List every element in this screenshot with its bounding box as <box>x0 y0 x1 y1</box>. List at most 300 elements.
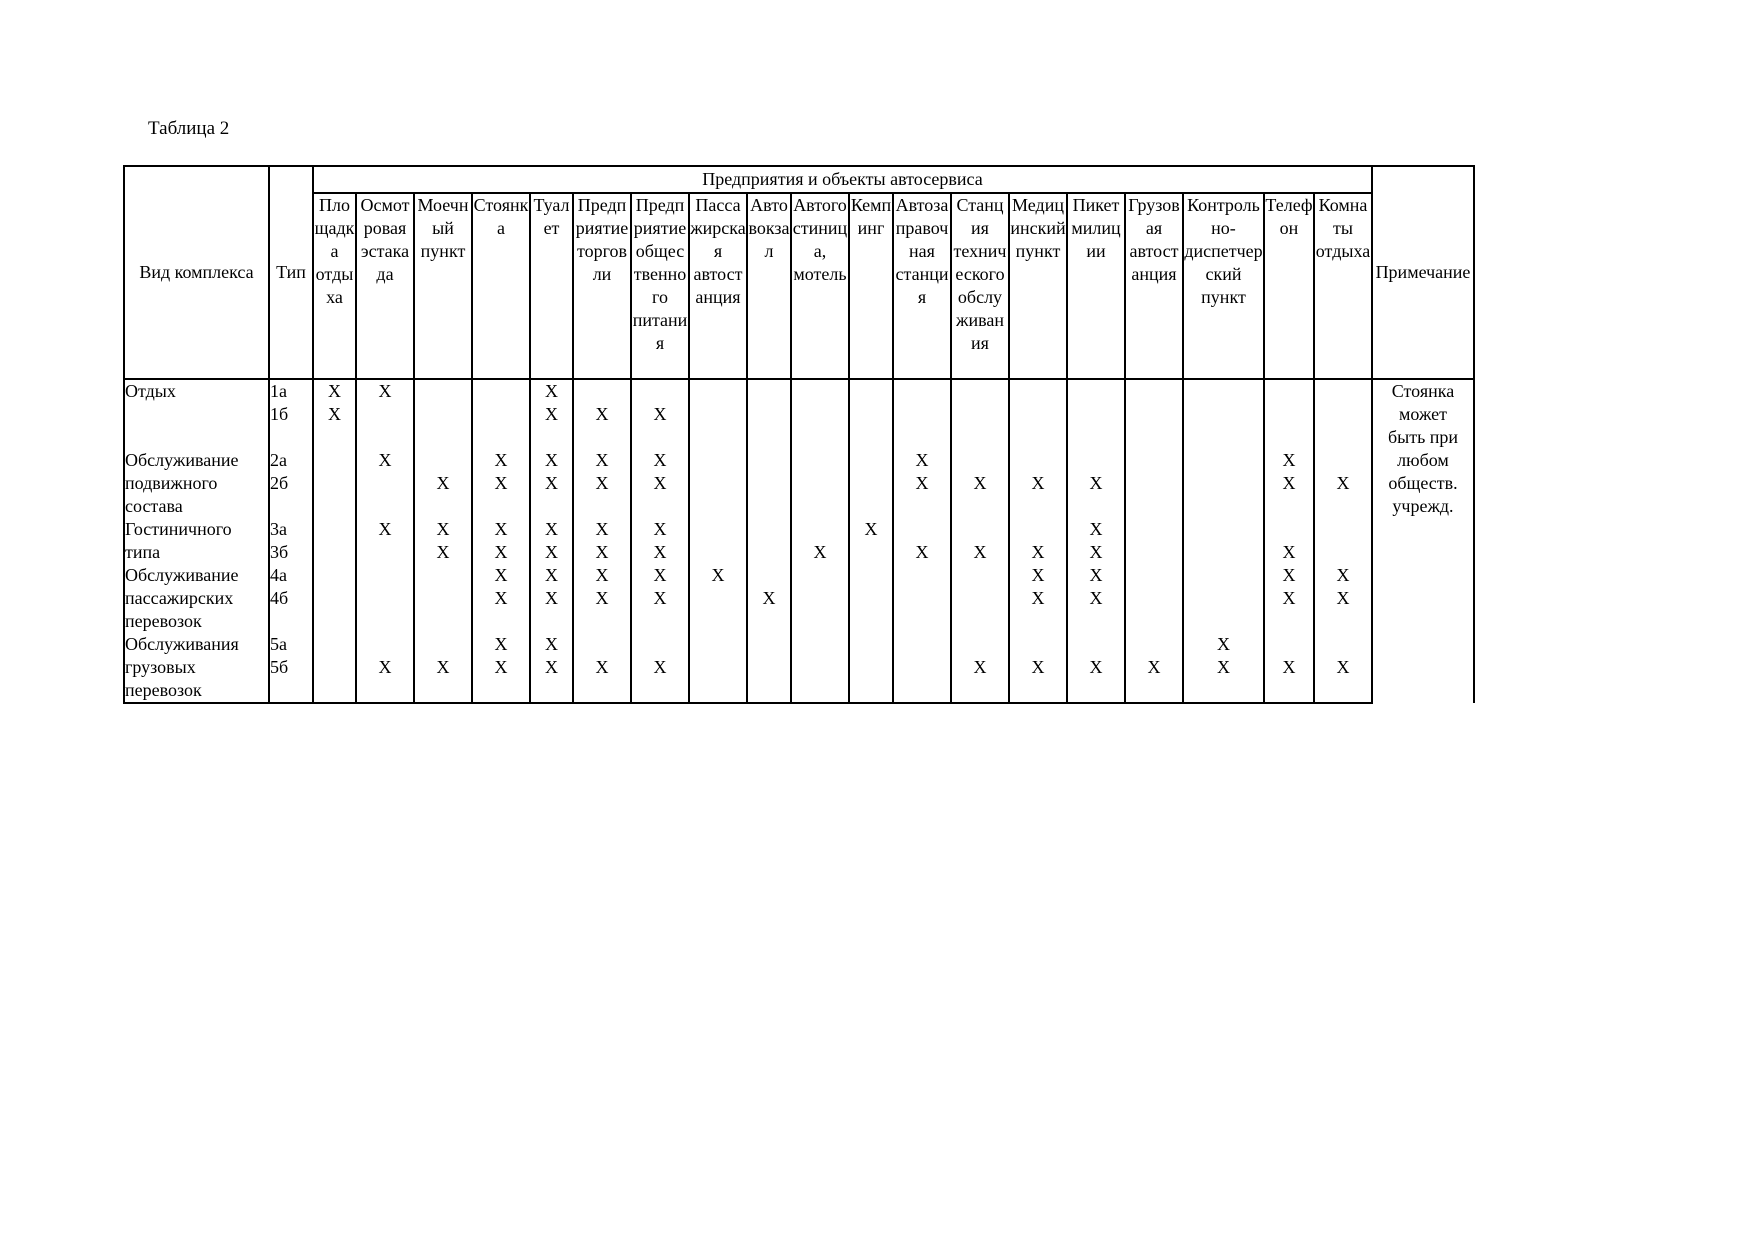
mark <box>748 656 790 679</box>
column-header: Автозаправочная станция <box>893 193 951 379</box>
mark: Х <box>595 588 609 608</box>
mark: Х <box>436 473 450 493</box>
mark-cell <box>893 379 951 449</box>
mark <box>1126 449 1182 472</box>
mark <box>1315 495 1371 518</box>
mark <box>894 587 950 610</box>
mark: Х <box>545 473 558 493</box>
mark-cell <box>1264 518 1314 564</box>
mark <box>1010 495 1066 518</box>
mark <box>952 495 1008 518</box>
mark-cell <box>1183 379 1264 449</box>
mark <box>1315 518 1371 541</box>
mark <box>1315 633 1371 656</box>
mark-cell <box>313 564 356 633</box>
mark: Х <box>653 542 667 562</box>
mark-cell <box>472 564 530 633</box>
mark-cell <box>893 564 951 633</box>
column-header: Грузовая автостанция <box>1125 193 1183 379</box>
mark <box>473 610 529 633</box>
mark-cell <box>530 518 573 564</box>
mark <box>1265 380 1313 403</box>
mark-cell <box>1009 449 1067 518</box>
mark: Х <box>1282 588 1296 608</box>
column-header: Моечный пункт <box>414 193 472 379</box>
mark: Х <box>545 542 558 562</box>
mark <box>632 633 688 656</box>
mark <box>357 426 413 449</box>
complex-kind-line: Обслуживание <box>125 565 239 585</box>
mark <box>748 403 790 426</box>
mark-cell <box>1067 518 1125 564</box>
mark <box>1184 518 1263 541</box>
mark <box>850 587 892 610</box>
mark-cell <box>1314 564 1372 633</box>
mark <box>792 472 848 495</box>
mark: Х <box>545 634 558 654</box>
autoservice-table <box>123 165 1475 704</box>
mark: Х <box>1336 588 1350 608</box>
mark <box>1126 564 1182 587</box>
mark <box>690 495 746 518</box>
mark-cell <box>414 379 472 449</box>
mark: Х <box>1089 588 1103 608</box>
complex-type-line <box>270 610 312 633</box>
mark: Х <box>1031 657 1045 677</box>
mark-cell <box>472 518 530 564</box>
mark <box>1315 610 1371 633</box>
note-line: быть при <box>1387 427 1459 447</box>
mark-cell <box>573 518 631 564</box>
mark-cell <box>631 633 689 703</box>
mark <box>952 564 1008 587</box>
mark <box>748 610 790 633</box>
column-header: Пассажирская автостанция <box>689 193 747 379</box>
mark <box>850 403 892 426</box>
mark <box>690 541 746 564</box>
mark-cell <box>747 564 791 633</box>
mark <box>952 610 1008 633</box>
mark <box>632 679 688 702</box>
mark: Х <box>1217 657 1230 677</box>
table-row <box>124 564 1474 633</box>
mark: Х <box>1282 657 1296 677</box>
mark <box>894 610 950 633</box>
mark-cell <box>1067 564 1125 633</box>
mark <box>357 587 413 610</box>
mark <box>1184 449 1263 472</box>
table-row <box>124 449 1474 518</box>
mark: Х <box>1089 542 1103 562</box>
complex-type-line: 2а <box>270 450 287 470</box>
complex-type-line: 1а <box>270 381 287 401</box>
mark <box>314 633 355 656</box>
mark <box>574 380 630 403</box>
mark-cell <box>951 379 1009 449</box>
mark <box>1126 587 1182 610</box>
mark: Х <box>378 381 392 401</box>
mark: Х <box>1089 519 1103 539</box>
mark-cell <box>414 518 472 564</box>
mark <box>748 472 790 495</box>
complex-kind-cell <box>124 449 269 518</box>
mark <box>1010 610 1066 633</box>
mark <box>894 564 950 587</box>
mark: Х <box>545 565 558 585</box>
mark: Х <box>813 542 827 562</box>
mark <box>1068 610 1124 633</box>
mark: Х <box>545 519 558 539</box>
mark <box>1315 403 1371 426</box>
mark-cell <box>573 449 631 518</box>
mark <box>690 633 746 656</box>
mark <box>690 403 746 426</box>
mark <box>1126 426 1182 449</box>
note-line: учрежд. <box>1392 496 1454 516</box>
mark: Х <box>653 588 667 608</box>
mark-cell <box>791 633 849 703</box>
mark: Х <box>653 473 667 493</box>
mark: Х <box>973 542 987 562</box>
mark: Х <box>973 657 987 677</box>
mark <box>792 380 848 403</box>
mark: Х <box>328 381 341 401</box>
mark <box>357 610 413 633</box>
mark-cell <box>356 379 414 449</box>
mark <box>1068 426 1124 449</box>
mark <box>748 426 790 449</box>
mark: Х <box>494 588 508 608</box>
mark <box>690 518 746 541</box>
mark-cell <box>1183 449 1264 518</box>
mark: Х <box>973 473 987 493</box>
complex-type-cell <box>269 379 313 449</box>
mark: Х <box>711 565 725 585</box>
mark <box>792 403 848 426</box>
mark <box>415 403 471 426</box>
mark <box>1068 495 1124 518</box>
mark <box>1265 426 1313 449</box>
header-type: Тип <box>269 166 313 379</box>
mark <box>792 426 848 449</box>
mark <box>1068 380 1124 403</box>
column-header: Телефон <box>1264 193 1314 379</box>
mark <box>1315 541 1371 564</box>
mark <box>1126 679 1182 702</box>
mark <box>357 472 413 495</box>
mark-cell <box>313 449 356 518</box>
mark <box>748 679 790 702</box>
table-row <box>124 379 1474 449</box>
mark-cell <box>472 449 530 518</box>
mark <box>531 426 572 449</box>
mark-cell <box>631 564 689 633</box>
mark <box>473 380 529 403</box>
mark <box>748 633 790 656</box>
mark <box>1068 449 1124 472</box>
mark <box>1184 610 1263 633</box>
mark <box>314 541 355 564</box>
mark: Х <box>595 565 609 585</box>
mark <box>357 564 413 587</box>
mark <box>690 679 746 702</box>
mark <box>1010 679 1066 702</box>
mark-cell <box>849 564 893 633</box>
mark: Х <box>494 657 508 677</box>
complex-type-line <box>270 679 312 702</box>
header-note: Примечание <box>1372 166 1474 379</box>
complex-kind-line: типа <box>125 542 161 562</box>
mark-cell <box>530 633 573 703</box>
mark: Х <box>494 542 508 562</box>
complex-kind-line <box>125 426 268 449</box>
mark <box>314 587 355 610</box>
table-caption: Таблица 2 <box>148 118 230 139</box>
mark-cell <box>1009 518 1067 564</box>
mark-cell <box>747 518 791 564</box>
column-header: Предприятие торговли <box>573 193 631 379</box>
mark <box>952 633 1008 656</box>
mark-cell <box>689 564 747 633</box>
mark <box>792 633 848 656</box>
mark-cell <box>573 564 631 633</box>
mark-cell <box>313 633 356 703</box>
mark <box>850 541 892 564</box>
mark <box>1184 380 1263 403</box>
mark: Х <box>494 473 508 493</box>
complex-kind-line: подвижного <box>125 473 218 493</box>
mark <box>1010 403 1066 426</box>
mark: Х <box>653 519 667 539</box>
complex-type-cell <box>269 633 313 703</box>
mark-cell <box>313 518 356 564</box>
complex-kind-line <box>125 403 268 426</box>
header-group-autoservice: Предприятия и объекты автосервиса <box>313 166 1372 193</box>
mark-cell <box>1125 449 1183 518</box>
mark-cell <box>1314 633 1372 703</box>
mark-cell <box>1183 564 1264 633</box>
mark <box>531 495 572 518</box>
complex-type-line: 3б <box>270 542 289 562</box>
mark <box>415 679 471 702</box>
mark <box>690 380 746 403</box>
mark-cell <box>747 379 791 449</box>
mark-cell <box>1183 633 1264 703</box>
mark <box>690 587 746 610</box>
complex-kind-line: перевозок <box>125 680 202 700</box>
mark <box>1265 495 1313 518</box>
mark <box>748 564 790 587</box>
mark <box>850 472 892 495</box>
mark <box>415 449 471 472</box>
mark <box>1126 472 1182 495</box>
mark <box>1184 426 1263 449</box>
mark: Х <box>545 588 558 608</box>
mark: Х <box>378 450 392 470</box>
mark-cell <box>631 379 689 449</box>
mark-cell <box>1125 633 1183 703</box>
complex-type-line: 3а <box>270 519 287 539</box>
mark <box>1184 541 1263 564</box>
mark <box>314 679 355 702</box>
mark-cell <box>1067 449 1125 518</box>
note-line: Стоянка <box>1391 381 1455 401</box>
mark-cell <box>849 633 893 703</box>
mark <box>574 610 630 633</box>
table-row <box>124 633 1474 703</box>
complex-kind-line: грузовых <box>125 657 196 677</box>
mark-cell <box>849 449 893 518</box>
mark <box>415 587 471 610</box>
mark-cell <box>747 449 791 518</box>
mark <box>473 495 529 518</box>
complex-kind-cell <box>124 564 269 633</box>
mark <box>850 564 892 587</box>
mark: Х <box>378 519 392 539</box>
mark-cell <box>1264 379 1314 449</box>
column-header: Стоянка <box>472 193 530 379</box>
mark: Х <box>1089 565 1103 585</box>
mark <box>415 495 471 518</box>
mark-cell <box>414 449 472 518</box>
mark: Х <box>595 473 609 493</box>
mark-cell <box>893 518 951 564</box>
mark-cell <box>791 518 849 564</box>
mark-cell <box>791 449 849 518</box>
mark-cell <box>631 518 689 564</box>
mark-cell <box>1264 633 1314 703</box>
complex-kind-line: Обслуживание <box>125 450 239 470</box>
mark-cell <box>1314 518 1372 564</box>
mark: Х <box>762 588 776 608</box>
note-cell <box>1372 379 1474 703</box>
mark <box>632 380 688 403</box>
mark: Х <box>1031 473 1045 493</box>
mark-cell <box>631 449 689 518</box>
mark <box>574 495 630 518</box>
mark-cell <box>893 449 951 518</box>
complex-kind-cell <box>124 518 269 564</box>
mark <box>952 449 1008 472</box>
mark-cell <box>791 564 849 633</box>
mark-cell <box>689 518 747 564</box>
mark: Х <box>595 519 609 539</box>
mark: Х <box>1336 473 1350 493</box>
mark-cell <box>689 379 747 449</box>
mark-cell <box>573 379 631 449</box>
complex-kind-line: Гостиничного <box>125 519 232 539</box>
mark <box>473 426 529 449</box>
mark <box>314 426 355 449</box>
mark-cell <box>791 379 849 449</box>
mark-cell <box>414 633 472 703</box>
complex-type-line: 2б <box>270 473 289 493</box>
note-line: может <box>1399 404 1447 424</box>
mark: Х <box>494 565 508 585</box>
mark <box>1315 380 1371 403</box>
mark <box>314 449 355 472</box>
mark-cell <box>356 564 414 633</box>
mark <box>1068 633 1124 656</box>
mark-cell <box>1009 379 1067 449</box>
mark: Х <box>545 450 558 470</box>
mark-cell <box>951 633 1009 703</box>
mark <box>1010 426 1066 449</box>
mark <box>357 679 413 702</box>
complex-kind-line: перевозок <box>125 611 202 631</box>
column-header: Автогостиница, мотель <box>791 193 849 379</box>
mark <box>952 403 1008 426</box>
mark <box>850 426 892 449</box>
mark <box>473 679 529 702</box>
mark: Х <box>436 657 450 677</box>
mark-cell <box>849 518 893 564</box>
mark <box>1265 403 1313 426</box>
mark <box>1126 495 1182 518</box>
mark <box>1126 633 1182 656</box>
mark: Х <box>653 565 667 585</box>
complex-kind-line: состава <box>125 496 183 516</box>
mark: Х <box>1336 657 1350 677</box>
mark-cell <box>356 518 414 564</box>
mark: Х <box>1282 565 1296 585</box>
mark: Х <box>545 381 558 401</box>
mark <box>415 426 471 449</box>
column-header: Предприятие общественного питания <box>631 193 689 379</box>
mark: Х <box>1089 657 1103 677</box>
mark <box>748 449 790 472</box>
mark: Х <box>1031 588 1045 608</box>
mark <box>690 610 746 633</box>
mark <box>850 610 892 633</box>
mark <box>1010 449 1066 472</box>
mark <box>415 610 471 633</box>
mark <box>748 495 790 518</box>
mark <box>792 679 848 702</box>
complex-type-line: 4а <box>270 565 287 585</box>
mark <box>690 449 746 472</box>
mark <box>1184 472 1263 495</box>
mark <box>314 472 355 495</box>
mark: Х <box>494 634 508 654</box>
mark <box>1010 518 1066 541</box>
mark <box>1010 633 1066 656</box>
mark: Х <box>545 657 558 677</box>
mark-cell <box>1125 379 1183 449</box>
complex-type-cell <box>269 518 313 564</box>
mark-cell <box>414 564 472 633</box>
mark <box>415 633 471 656</box>
mark <box>952 587 1008 610</box>
mark: Х <box>1336 565 1350 585</box>
table-header <box>124 166 1474 379</box>
mark <box>792 564 848 587</box>
mark <box>1068 679 1124 702</box>
mark: Х <box>1089 473 1103 493</box>
mark: Х <box>864 519 878 539</box>
mark-cell <box>472 379 530 449</box>
mark-cell <box>951 518 1009 564</box>
mark-cell <box>849 379 893 449</box>
mark <box>792 587 848 610</box>
mark <box>1126 518 1182 541</box>
mark: Х <box>1282 542 1296 562</box>
mark <box>850 679 892 702</box>
mark-cell <box>313 379 356 449</box>
mark: Х <box>494 450 508 470</box>
mark-cell <box>1264 564 1314 633</box>
mark <box>1184 403 1263 426</box>
